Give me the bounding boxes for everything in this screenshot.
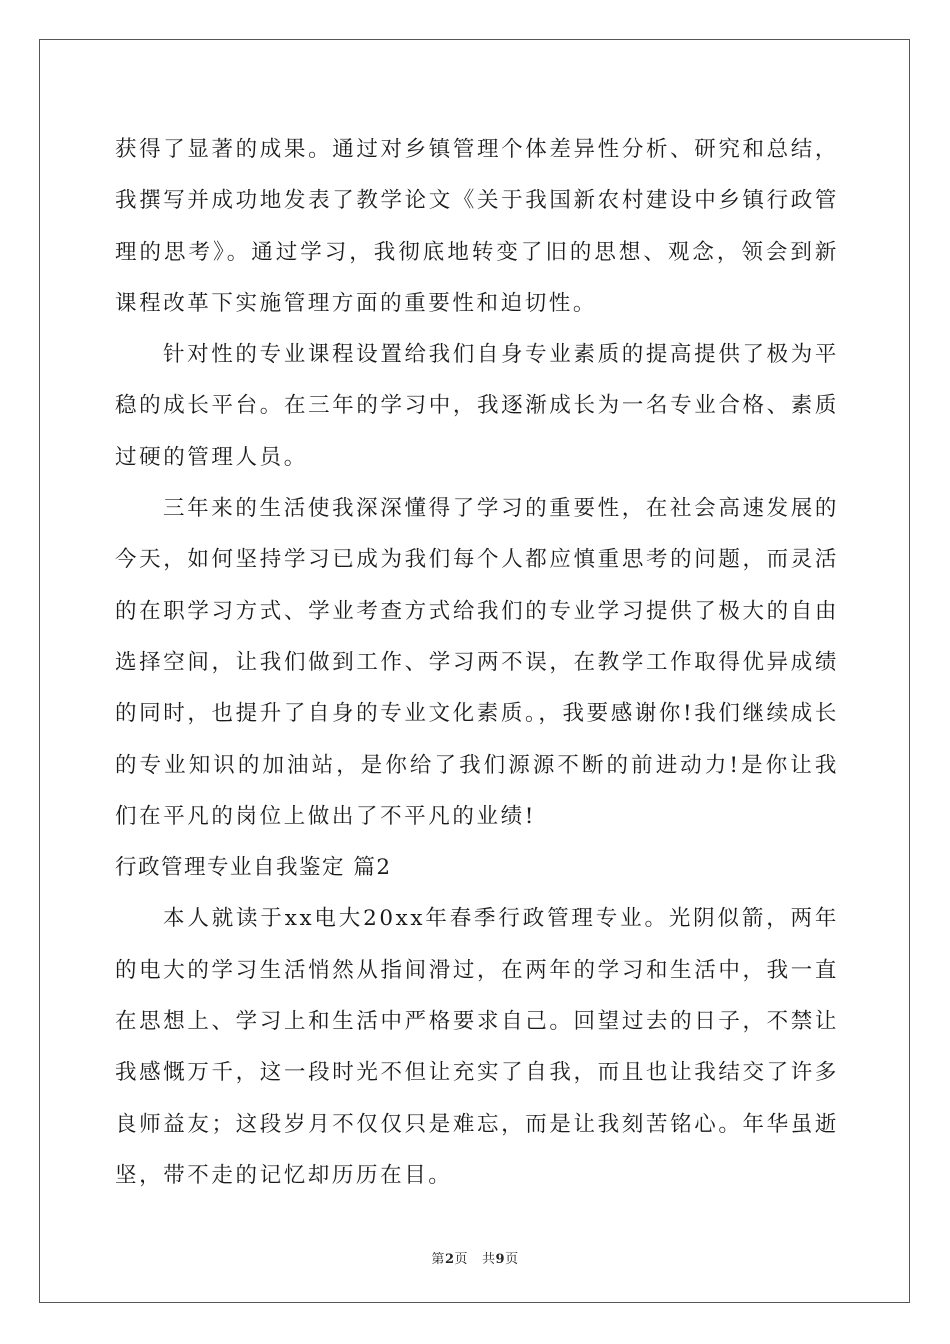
paragraph-4: 本人就读于xx电大20xx年春季行政管理专业。光阴似箭，两年的电大的学习生活悄然从指间滑过，在两年的学习和生活中，我一直在思想上、学习上和生活中严格要求自己。回望过去的日子，不禁让我感慨万千，这一段时光不但让充实了自我，而且也让我结交了许多良师益友；这段岁月不仅仅只是难忘，而是让我刻苦铭心。年华虽逝坚，带不走的记忆却历历在目。 xyxy=(115,906,839,1188)
footer-total-unit: 页 xyxy=(505,1252,519,1267)
footer-prefix: 第 xyxy=(431,1252,445,1267)
paragraph-2: 针对性的专业课程设置给我们自身专业素质的提高提供了极为平稳的成长平台。在三年的学习中，我逐渐成长为一名专业合格、素质过硬的管理人员。 xyxy=(115,342,839,470)
footer-total-pages: 9 xyxy=(495,1252,506,1267)
section-heading: 行政管理专业自我鉴定 篇2 xyxy=(115,855,392,881)
footer-page-unit: 页 xyxy=(454,1252,468,1267)
paragraph-3: 三年来的生活使我深深懂得了学习的重要性，在社会高速发展的今天，如何坚持学习已成为我们每个人都应慎重思考的问题，而灵活的在职学习方式、学业考查方式给我们的专业学习提供了极大的自由选择空间，让我们做到工作、学习两不误，在教学工作取得优异成绩的同时，也提升了自身的专业文化素质。，我要感谢你!我们继续成长的专业知识的加油站，是你给了我们源源不断的前进动力!是你让我们在平凡的岗位上做出了不平凡的业绩! xyxy=(115,496,839,829)
document-body xyxy=(115,124,839,1201)
footer-page-number: 2 xyxy=(444,1252,455,1267)
paragraph-1: 获得了显著的成果。通过对乡镇管理个体差异性分析、研究和总结，我撰写并成功地发表了教学论文《关于我国新农村建设中乡镇行政管理的思考》。通过学习，我彻底地转变了旧的思想、观念，领会到新课程改革下实施管理方面的重要性和迫切性。 xyxy=(115,137,839,316)
footer-total-prefix: 共 xyxy=(482,1252,496,1267)
page-footer xyxy=(0,1248,950,1267)
